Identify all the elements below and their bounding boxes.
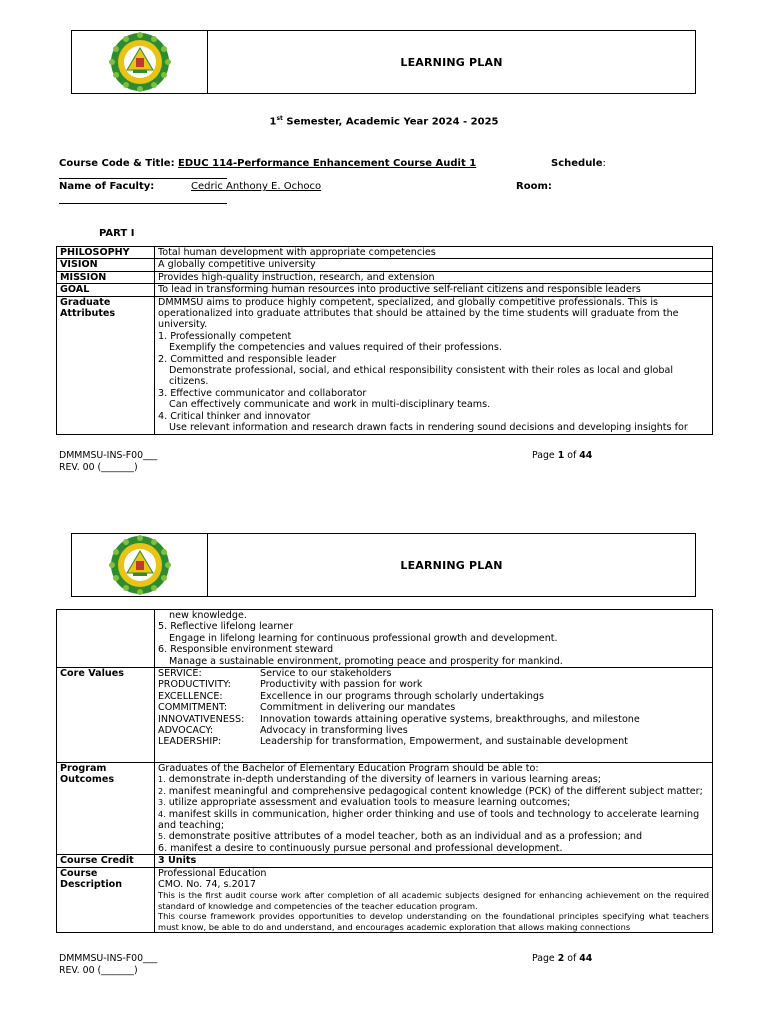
list-item: 6. manifest a desire to continuously pursue personal and professional development.: [158, 842, 563, 854]
goal-label: GOAL: [57, 284, 155, 296]
blank-line: [59, 203, 227, 204]
list-item: 2. manifest meaningful and comprehensive pedagogical content knowledge (PCK) of the different subject matter;: [158, 785, 703, 797]
list-item: 3. Effective communicator and collaborator: [158, 387, 367, 399]
list-item: Manage a sustainable environment, promoting peace and prosperity for mankind.: [169, 655, 563, 667]
list-item: 1. demonstrate in-depth understanding of the diversity of learners in various learning areas;: [158, 774, 602, 786]
table-row: [57, 867, 713, 932]
vision-value: A globally competitive university: [155, 259, 713, 271]
list-item: new knowledge.: [169, 610, 247, 621]
part1-table: [56, 246, 713, 435]
goal-value: To lead in transforming human resources into productive self-reliant citizens and responsible leaders: [155, 284, 713, 296]
schedule-label: Schedule:: [551, 158, 606, 169]
table-row: [57, 668, 713, 763]
list-item: 4. Critical thinker and innovator: [158, 410, 311, 422]
core-value-row: SERVICE: Service to our stakeholders: [158, 668, 392, 680]
faculty-label: Name of Faculty:: [59, 181, 155, 192]
core-value-row: COMMITMENT: Commitment in delivering our mandates: [158, 702, 456, 714]
page1-footer-code: DMMMSU-INS-F00___ REV. 00 (_______): [59, 450, 158, 473]
list-item: Exemplify the competencies and values required of their professions.: [169, 342, 502, 354]
philosophy-value: Total human development with appropriate competencies: [155, 247, 713, 259]
list-item: 3. utilize appropriate assessment and evaluation tools to measure learning outcomes;: [158, 797, 571, 809]
page2-footer-code: DMMMSU-INS-F00___ REV. 00 (_______): [59, 953, 158, 976]
list-item: 2. Committed and responsible leader: [158, 353, 337, 365]
list-item: 5. Reflective lifelong learner: [158, 621, 294, 633]
philosophy-label: PHILOSOPHY: [57, 247, 155, 259]
table-row: [57, 610, 713, 668]
list-item: 6. Responsible environment steward: [158, 644, 334, 656]
page2-number: Page 2 of 44: [532, 953, 593, 964]
program-outcomes-value: [155, 762, 713, 854]
page1-number: Page 1 of 44: [532, 450, 593, 461]
table-row: [57, 271, 713, 283]
core-values-label: Core Values: [57, 668, 155, 763]
list-item: Can effectively communicate and work in multi-disciplinary teams.: [169, 399, 491, 411]
list-item: 5. demonstrate positive attributes of a model teacher, both as an individual and as a profession; and: [158, 831, 643, 843]
core-value-row: ADVOCACY: Advocacy in transforming lives: [158, 725, 408, 737]
room-label: Room:: [516, 181, 552, 192]
list-item: 4. manifest skills in communication, higher order thinking and use of tools and technology to accelerate learning and teaching;: [158, 808, 700, 831]
table-row: [57, 284, 713, 296]
page1-header: [71, 30, 696, 94]
table-row: [57, 762, 713, 854]
program-outcomes-label: Program Outcomes: [57, 762, 155, 854]
ga-intro: DMMMSU aims to produce highly competent, specialized, and globally competitive professionals. This is operationalized into graduate attributes that should be attained by the time students will graduate from the university.: [158, 296, 679, 331]
list-item: Demonstrate professional, social, and ethical responsibility consistent with their roles as local and global citizens.: [169, 365, 674, 388]
graduate-attributes-label: Graduate Attributes: [57, 296, 155, 434]
vision-label: VISION: [57, 259, 155, 271]
part-label: PART I: [99, 228, 135, 239]
faculty-name: Cedric Anthony E. Ochoco: [191, 181, 322, 192]
desc-cmo: CMO. No. 74, s.2017: [158, 878, 256, 890]
part1-table-continued: [56, 609, 713, 933]
header-title: LEARNING PLAN: [400, 558, 503, 572]
graduate-attributes-value: [155, 296, 713, 434]
table-row: [57, 259, 713, 271]
blank-line: [59, 178, 227, 179]
core-values-value: [155, 668, 713, 763]
core-value-row: LEADERSHIP: Leadership for transformation, Empowerment, and sustainable development: [158, 736, 628, 748]
course-description-label: Course Description: [57, 867, 155, 932]
empty-label-cell: [57, 610, 155, 668]
course-credit-label: Course Credit: [57, 855, 155, 867]
university-seal-logo: [72, 534, 208, 596]
course-code-title: Course Code & Title: EDUC 114-Performance Enhancement Course Audit 1: [59, 158, 477, 169]
university-seal-logo: [72, 31, 208, 93]
mission-value: Provides high-quality instruction, research, and extension: [155, 271, 713, 283]
course-description-value: [155, 867, 713, 932]
table-row: [57, 247, 713, 259]
list-item: Engage in lifelong learning for continuous professional growth and development.: [169, 632, 558, 644]
desc-type: Professional Education: [158, 867, 267, 879]
list-item: Use relevant information and research drawn facts in rendering sound decisions and developing insights for: [169, 422, 688, 434]
table-row: [57, 296, 713, 434]
semester-line: 1st Semester, Academic Year 2024 - 2025: [269, 115, 499, 128]
core-value-row: PRODUCTIVITY: Productivity with passion for work: [158, 679, 423, 691]
table-row: [57, 855, 713, 867]
list-item: 1. Professionally competent: [158, 330, 292, 342]
header-title: LEARNING PLAN: [400, 55, 503, 69]
desc-paragraph: This is the first audit course work after completion of all academic subjects designed for enhancing achievement on the required standard of knowledge and competencies of the teacher education program.: [158, 890, 709, 911]
course-credit-value: 3 Units: [155, 855, 713, 867]
page2-header: [71, 533, 696, 597]
mission-label: MISSION: [57, 271, 155, 283]
graduate-attributes-continued: [155, 610, 713, 668]
core-value-row: INNOVATIVENESS: Innovation towards attaining operative systems, breakthroughs, and milestone: [158, 713, 640, 725]
po-intro: Graduates of the Bachelor of Elementary Education Program should be able to:: [158, 762, 539, 774]
core-value-row: EXCELLENCE: Excellence in our programs through scholarly undertakings: [158, 690, 545, 702]
desc-paragraph: This course framework provides opportunities to develop understanding on the foundational principles specifying what teachers must know, be able to do and understand, and encourages academic exploration that allows making connections: [158, 911, 709, 932]
